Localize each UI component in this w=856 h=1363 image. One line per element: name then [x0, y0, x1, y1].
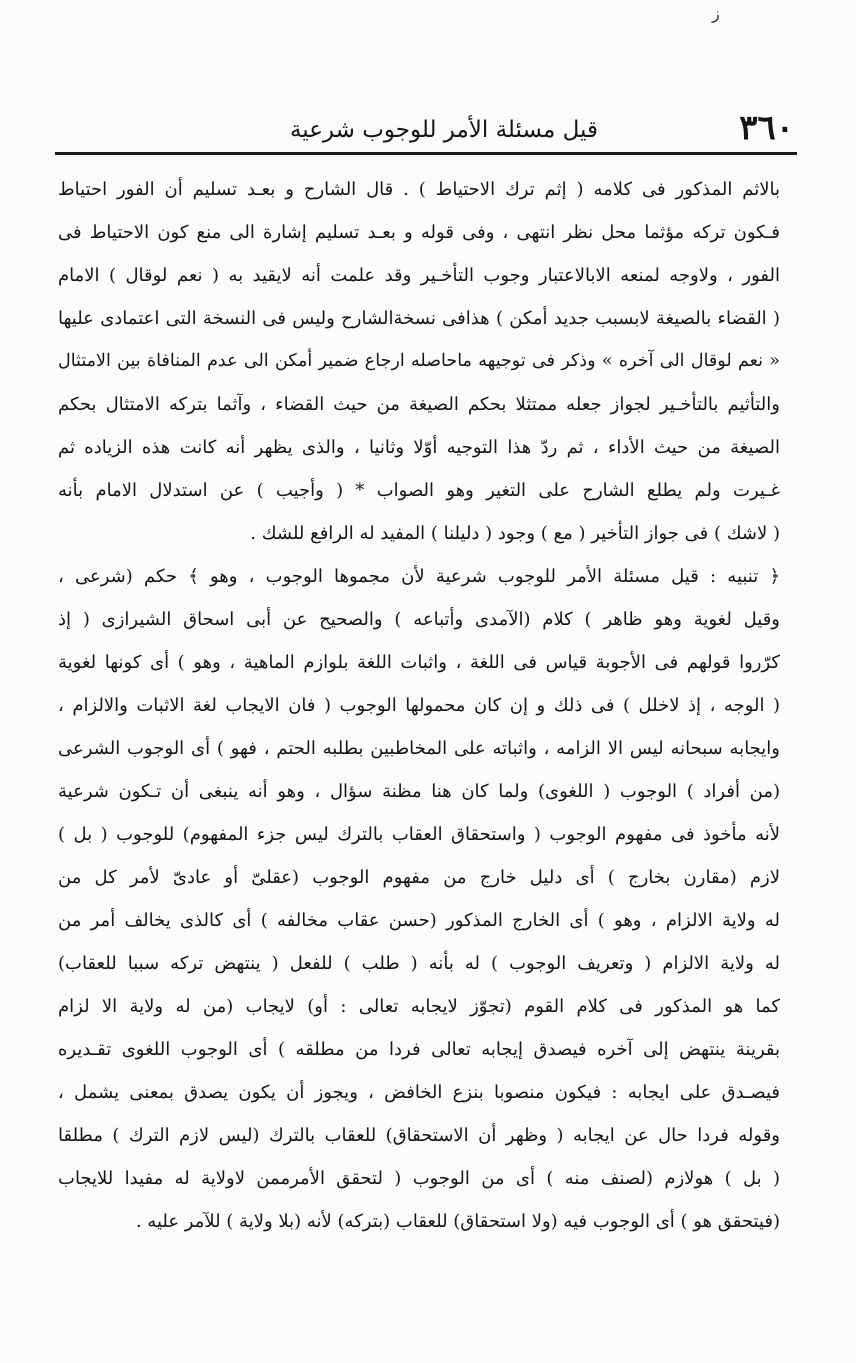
text-line: ( لاشك ) فى جواز التأخير ( مع ) وجود ( دليلنا ) المفيد له الرافع للشك . [250, 523, 780, 544]
text-line: له ولاية الالزام ، وهو ) أى الخارج المذكور (حسن عقاب مخالفه ) أى كالذى يخالف أمر من [58, 910, 780, 931]
text-line: فيصـدق على ايجابه : فيكون منصوبا بنزع الخافض ، ويجوز أن يكون يصدق بمعنى يشمل ، [58, 1082, 780, 1103]
page-number: ٣٦٠ [739, 108, 794, 148]
header-rule [55, 152, 797, 155]
text-line: لازم (مقارن بخارج ) أى دليل خارج من مفهوم الوجوب (عقلىّ أو عادىّ لأمر كل من [58, 867, 780, 888]
text-line: وقوله فردا حال عن ايجابه ( وظهر أن الاستحقاق) للعقاب بالترك (ليس لازم الترك ) مطلقا [58, 1125, 780, 1146]
corner-mark: ز [712, 4, 720, 23]
text-line: بقرينة ينتهض إلى آخره فيصدق إيجابه تعالى فردا من مطلقه ) أى الوجوب اللغوى تقـديره [58, 1039, 780, 1060]
text-line: ( الوجه ، إذ لاخلل ) فى ذلك و إن كان محمولها الوجوب ( فان الايجاب لغة الاثبات والالزام ، [58, 695, 780, 716]
text-line: له ولاية الالزام ( وتعريف الوجوب ) له بأنه ( طلب ) للفعل ( ينتهض تركه سببا للعقاب) [58, 953, 780, 974]
body-text [58, 168, 780, 1243]
text-line: لأنه مأخوذ فى مفهوم الوجوب ( واستحقاق العقاب بالترك ليس جزء المفهوم) للوجوب ( بل ) [58, 824, 780, 845]
running-title: قيل مسئلة الأمر للوجوب شرعية [289, 117, 598, 143]
text-line: كرّروا قولهم فى الأجوبة قياس فى اللغة ، واثبات اللغة بلوازم الماهية ، وهو ) أى كونها لغوية [58, 652, 780, 673]
text-line: ﴿ تنبيه : قيل مسئلة الأمر للوجوب شرعية لأن مجموها الوجوب ، وهو ﴾ حكم (شرعى ، [58, 566, 780, 587]
text-line: وايجابه سبحانه ليس الا الزامه ، واثباته على المخاطبين بطلبه الحتم ، فهو ) أى الوجوب الشرعى [58, 738, 780, 759]
text-line: الفور ، ولاوجه لمنعه الابالاعتبار وجوب التأخـير وقد علمت أنه لايقيد به ( نعم لوقال ) الامام [58, 265, 780, 286]
text-line: (فيتحقق هو ) أى الوجوب فيه (ولا استحقاق) للعقاب (بتركه) لأنه (بلا ولاية ) للآمر عليه . [135, 1211, 780, 1232]
text-line: « نعم لوقال الى آخره » وذكر فى توجيهه ماحاصله ارجاع ضمير أمكن الى عدم المنافاة بين الامتثال [58, 351, 780, 371]
text-line: بالاثم المذكور فى كلامه ( إثم ترك الاحتياط ) . قال الشارح و بعـد تسليم أن الفور احتياط [58, 179, 780, 200]
text-line: كما هو المذكور فى كلام القوم (تجوّز لايجابه تعالى : أو) لايجاب (من له ولاية الا لزام [58, 996, 780, 1017]
page-header [58, 108, 798, 150]
text-line: فـكون تركه مؤثما محل نظر انتهى ، وفى قوله و بعـد تسليم إشارة الى منع كون الاحتياط فى [58, 222, 780, 243]
text-line: الصيغة من حيث الأداء ، ثم ردّ هذا التوجيه أوّلا وثانيا ، والذى يظهر أنه كانت هذه الزياده ثم [58, 437, 780, 458]
text-line: وقيل لغوية وهو ظاهر ) كلام (الآمدى وأتباعه ) والصحيح عن أبى اسحاق الشيرازى ( إذ [58, 609, 780, 630]
text-line: غـيرت ولم يطلع الشارح على التغير وهو الصواب * ( وأجيب ) عن استدلال الامام بأنه [58, 480, 780, 501]
text-line: والتأثيم بالتأخـير لجواز جعله ممتثلا بحكم الصيغة من حيث القضاء ، وآثما بتركه الامتثال بحكم [58, 394, 780, 415]
text-line: ( القضاء بالصيغة لابسبب جديد أمكن ) هذافى نسخةالشارح وليس فى النسخة التى اعتمادى عليها [58, 308, 780, 329]
text-line: (من أفراد ) الوجوب ( اللغوى) ولما كان هنا مظنة سؤال ، وهو أنه ينبغى أن تـكون شرعية [58, 781, 780, 802]
text-line: ( بل ) هولازم (لصنف منه ) أى من الوجوب ( لتحقق الأمرممن لاولاية له مفيدا للايجاب [58, 1168, 780, 1189]
